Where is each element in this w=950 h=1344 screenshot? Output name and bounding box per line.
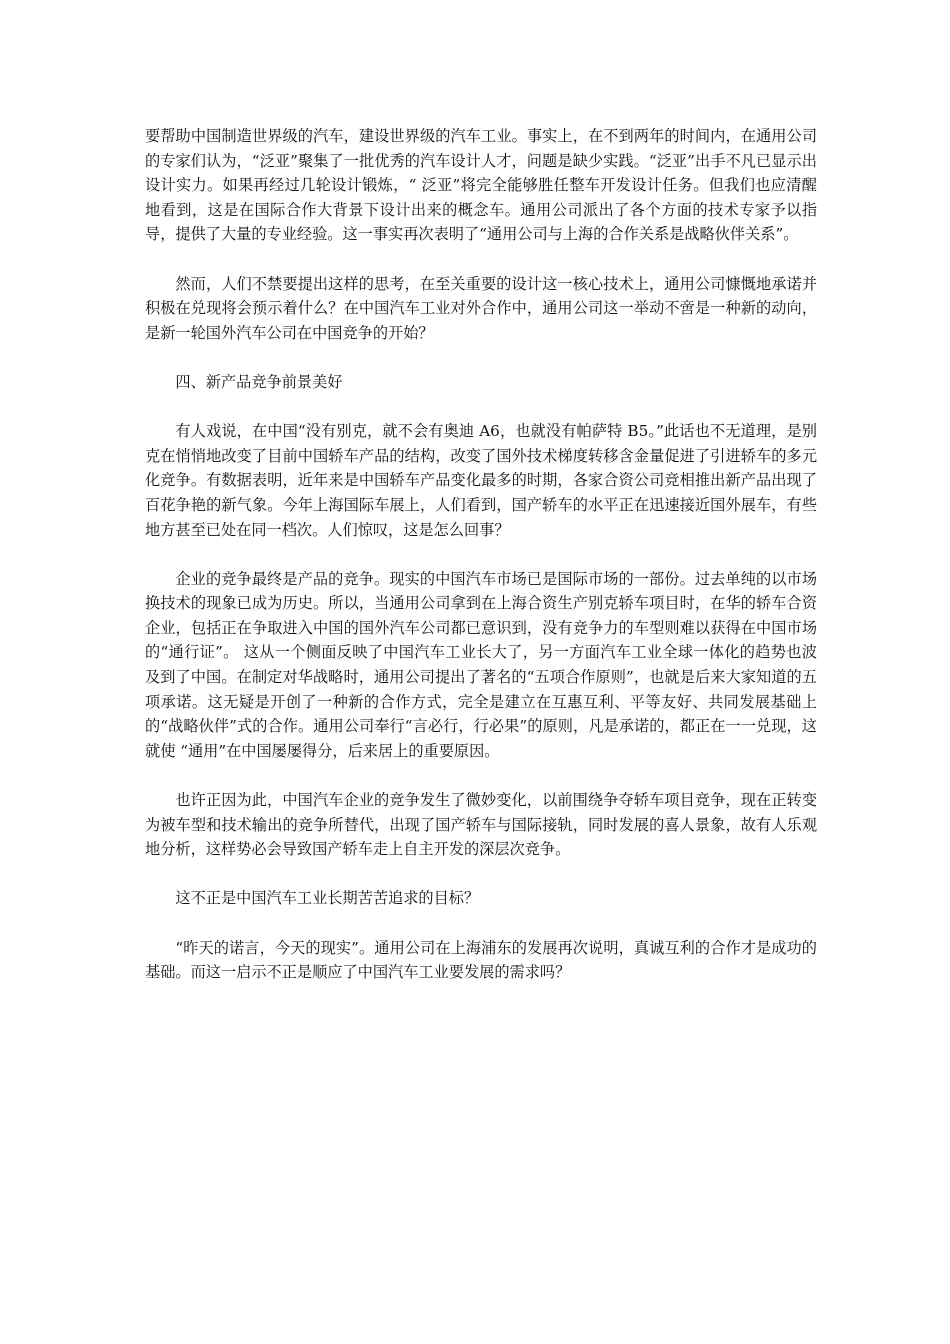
paragraph-conclusion: “昨天的诺言，今天的现实”。通用公司在上海浦东的发展再次说明，真诚互利的合作才是成功的基础。而这一启示不正是顺应了中国汽车工业要发展的需求吗？ [145,938,817,982]
section-heading: 四、新产品竞争前景美好 [175,372,343,391]
paragraph-goal: 这不正是中国汽车工业长期苦苦追求的目标？ [175,889,480,908]
paragraph-change: 也许正因为此，中国汽车企业的竞争发生了微妙变化，以前围绕争夺轿车项目竞争，现在正转变为被车型和技术输出的竞争所替代，出现了国产轿车与国际接轨，同时发展的喜人景象，故有人乐观地分析，这样势必会导致国产轿车走上自主开发的深层次竞争。 [145,791,817,859]
document-page [145,124,817,1009]
paragraph-question: 然而，人们不禁要提出这样的思考，在至关重要的设计这一核心技术上，通用公司慷慨地承诺并积极在兑现将会预示着什么？在中国汽车工业对外合作中，通用公司这一举动不啻是一种新的动向，是新一轮国外汽车公司在中国竞争的开始？ [145,274,817,342]
paragraph-buick: 有人戏说，在中国“没有别克，就不会有奥迪 A6，也就没有帕萨特 B5。”此话也不无道理，是别克在悄悄地改变了目前中国轿车产品的结构，改变了国外技术梯度转移含金量促进了引进轿车的多元化竞争。有数据表明，近年来是中国轿车产品变化最多的时期，各家合资公司竞相推出新产品出现了百花争艳的新气象。今年上海国际车展上，人们看到，国产轿车的水平正在迅速接近国外展车，有些地方甚至已处在同一档次。人们惊叹，这是怎么回事？ [145,422,817,539]
paragraph-continuation: 要帮助中国制造世界级的汽车，建设世界级的汽车工业。事实上，在不到两年的时间内，在通用公司的专家们认为，“泛亚”聚集了一批优秀的汽车设计人才，问题是缺少实践。“泛亚”出手不凡已显示出设计实力。如果再经过几轮设计锻炼，“ 泛亚”将完全能够胜任整车开发设计任务。但我们也应清醒地看到，这是在国际合作大背景下设计出来的概念车。通用公司派出了各个方面的技术专家予以指导，提供了大量的专业经验。这一事实再次表明了“通用公司与上海的合作关系是战略伙伴关系”。 [145,127,817,244]
paragraph-competition: 企业的竞争最终是产品的竞争。现实的中国汽车市场已是国际市场的一部份。过去单纯的以市场换技术的现象已成为历史。所以，当通用公司拿到在上海合资生产别克轿车项目时，在华的轿车合资企业，包括正在争取进入中国的国外汽车公司都已意识到，没有竞争力的车型则难以获得在中国市场的“通行证”。 这从一个侧面反映了中国汽车工业长大了，另一方面汽车工业全球一体化的趋势也波及到了中国。在制定对华战略时，通用公司提出了著名的“五项合作原则”，也就是后来大家知道的五项承诺。这无疑是开创了一种新的合作方式，完全是建立在互惠互利、平等友好、共同发展基础上的“战略伙伴”式的合作。通用公司奉行“言必行，行必果”的原则，凡是承诺的，都正在一一兑现，这就使 “通用”在中国屡屡得分，后来居上的重要原因。 [145,569,817,760]
